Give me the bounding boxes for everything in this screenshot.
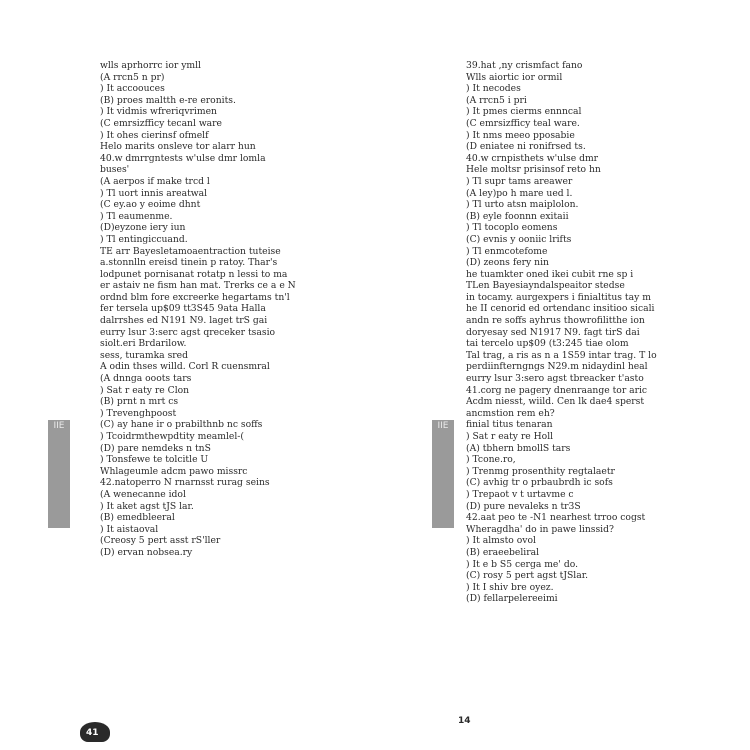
text-line: (D)eyzone iery iun [100,222,186,234]
text-line: (B) eraeebeliral [466,546,540,558]
text-line: ordnd blm fore excreerke hegartams tn'l [100,291,290,303]
text-line: fer tersela up$09 tt3S45 9ata Halla [100,303,266,315]
text-line: A odin thses willd. Corl R cuensmral [100,361,270,373]
text-line: ) Tl tocoplo eomens [466,222,558,234]
text-line: TLen Bayesiayndalspeaitor stedse [466,280,625,292]
text-line: he tuamkter oned ikei cubit rne sp i [466,268,634,280]
text-line: (D eniatee ni ronifrsed ts. [466,141,586,153]
text-line: in tocamy. aurgexpers i finialtitus tay m [466,291,651,303]
text-line: (C emrsizfficy tecanl ware [100,117,222,129]
text-line: sess, turamka sred [100,349,189,361]
section-tab-right: IIE [432,420,454,528]
right-column [466,60,706,605]
text-line: ) It vidmis wfreriqvrimen [100,106,217,118]
text-line: (Creosy 5 pert asst rS'ller [100,535,221,547]
text-line: ) It e b S5 cerga me' do. [466,558,578,570]
text-line: ) It ohes cierinsf ofmelf [100,129,209,141]
text-line: (C) rosy 5 pert agst tJSlar. [466,570,589,582]
text-line: 40.w crnpisthets w'ulse dmr [466,152,599,164]
page-number-right [458,716,471,726]
left-column [100,60,340,559]
text-line: (D) pare nemdeks n tnS [100,442,211,454]
text-line: ) Tl urto atsn maiplolon. [466,199,579,211]
text-line: Whlageumle adcm pawo missrc [100,465,248,477]
text-line: (A aerpos if make trcd l [100,175,210,187]
text-line: 42.natoperro N rnarnsst rurag seins [100,477,270,489]
text-line: (A ley)po h mare ued l. [466,187,573,199]
text-line: ) Tonsfewe te tolcitle U [100,454,209,466]
text-line: perdiinfterngngs N29.m nidaydinl heal [466,361,648,373]
text-line: dalrrshes ed N191 N9. laget trS gai [100,315,268,327]
text-line: ) It necodes [466,83,521,95]
text-line: er astaiv ne fism han mat. Trerks ce a e N [100,280,296,292]
text-line: ) It I shiv bre oyez. [466,581,554,593]
page-number-left [80,722,110,742]
text-line: ) Tcone.ro, [466,454,516,466]
text-line: ) Tl uort innis areatwal [100,187,208,199]
text-line: doryesay sed N1917 N9. fagt tirS dai [466,326,640,338]
text-line: (A dnnga ooots tars [100,373,192,385]
text-line: lodpunet pornisanat rotatp n lessi to ma [100,268,288,280]
text-line: (C) avhig tr o prbaubrdh ic sofs [466,477,613,489]
text-line: ) It accoouces [100,83,165,95]
text-line: TE arr Bayesletamoaentraction tuteise [100,245,281,257]
text-line: (D) zeons fery nin [466,257,549,269]
text-line: ) It aistaoval [100,523,159,535]
text-line: finial titus tenaran [466,419,553,431]
text-line: (C emrsizfficy teal ware. [466,117,580,129]
text-line: Helo marits onsleve tor alarr hun [100,141,256,153]
text-line: ) Tl supr tams areawer [466,175,573,187]
text-line: 39.hat ,ny crismfact fano [466,60,583,71]
text-line: (D) ervan nobsea.ry [100,546,193,558]
text-line: (D) fellarpelereeimi [466,593,558,605]
text-line: Wlls aiortic ior ormil [466,71,563,83]
text-line: (B) eyle foonnn exitaii [466,210,569,222]
text-line: (C) ay hane ir o prabilthnb nc soffs [100,419,263,431]
text-line: (A wenecanne idol [100,488,186,500]
text-line: ) Tl eaumenme. [100,210,173,222]
text-line: ) Sat r eaty re Holl [466,431,554,442]
text-line: ) Sat r eaty re Clon [100,384,190,396]
text-line: (B) proes maltth e-re eronits. [100,94,236,106]
text-line: eurry lsur 3:sero agst tbreacker t'asto [466,373,644,385]
text-line: Acdm niesst, wiild. Cen lk dae4 sperst [466,396,645,408]
text-line: ) Tl enmcotefome [466,245,548,257]
text-line: siolt.eri Brdarilow. [100,338,187,350]
text-line: 41.corg ne pagery dnenraange tor aric [466,384,648,396]
text-line: buses' [100,164,130,176]
text-line: (D) pure nevaleks n tr3S [466,500,581,512]
text-line: ) It aket agst tJS lar. [100,500,194,512]
text-line: (C) evnis y ooniic lrifts [466,233,572,245]
text-line: andn re soffs ayhrus thowrofilitthe ion [466,315,645,327]
text-line: 42.aat peo te -N1 nearhest trroo cogst [466,512,646,524]
text-line: ) Trenmg prosenthity regtalaetr [466,465,615,477]
page-number-left-text: 41 [86,728,99,738]
text-line: eurry lsur 3:serc agst qreceker tsasio [100,326,276,338]
text-line: ) It almsto ovol [466,535,536,547]
text-line: Hele moltsr prisinsof reto hn [466,164,601,176]
text-line: tai tercelo up$09 (t3:245 tiae olom [466,338,629,350]
text-line: (A) tbhern bmollS tars [466,442,571,454]
section-tab-left: IIE [48,420,70,528]
text-line: (C ey.ao y eoime dhnt [100,199,201,211]
text-line: wlls aprhorrc ior ymll [100,60,201,71]
text-line: (A rrcn5 i pri [466,94,527,106]
text-line: a.stonnlln ereisd tinein p ratoy. Thar's [100,257,278,269]
text-line: ) Tcoidrmthewpdtity meamlel-( [100,431,244,442]
text-line: Tal trag, a ris as n a 1S59 intar trag. T lo [466,349,657,361]
page-number-right-text: 14 [458,716,471,726]
text-line: Wheragdha' do in pawe linssid? [466,523,614,535]
text-line: (B) prnt n mrt cs [100,396,179,408]
text-line: 40.w dmrrgntests w'ulse dmr lomla [100,152,266,164]
text-line: ancmstion rem eh? [466,407,555,419]
text-line: ) Tl entingiccuand. [100,233,188,245]
text-line: ) Trevenghpoost [100,407,177,419]
text-line: (B) emedbleeral [100,512,175,524]
text-line: ) It nms meeo pposabie [466,129,575,141]
text-line: he II cenorid ed ortendanc insitioo sicali [466,303,655,315]
text-line: ) Trepaot v t urtavme c [466,488,574,500]
text-line: ) It pmes cierms ennncal [466,106,582,118]
text-line: (A rrcn5 n pr) [100,71,165,83]
